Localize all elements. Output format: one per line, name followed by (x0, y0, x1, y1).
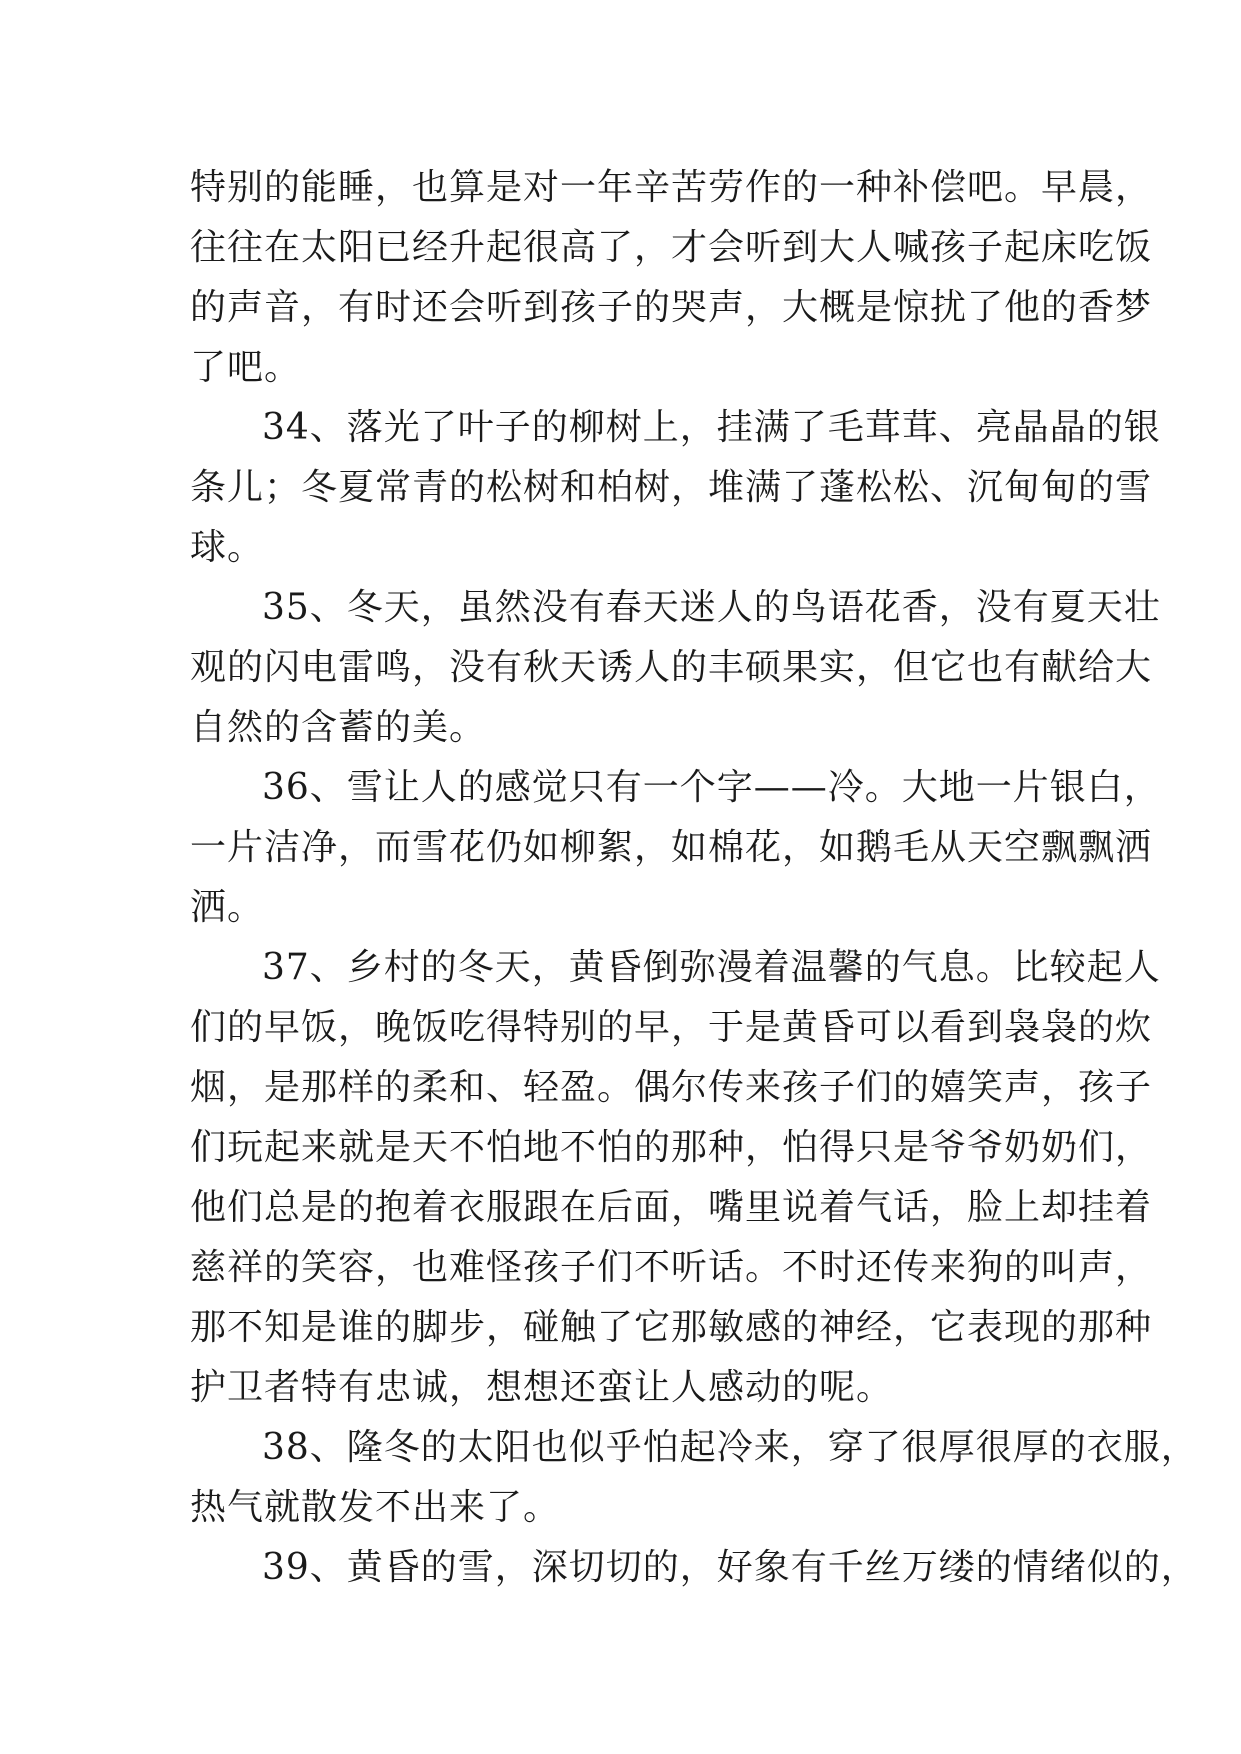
paragraph-39 (190, 1538, 1198, 1598)
text-line: 一片洁净，而雪花仍如柳絮，如棉花，如鹅毛从天空飘飘洒 (190, 827, 1153, 868)
text-line: 35、冬天，虽然没有春天迷人的鸟语花香，没有夏天壮 (262, 587, 1161, 628)
paragraph-34 (190, 398, 1161, 578)
text-line: 热气就散发不出来了。 (190, 1487, 561, 1528)
text-line: 球。 (190, 527, 265, 568)
text-line: 他们总是的抱着衣服跟在后面，嘴里说着气话，脸上却挂着 (190, 1187, 1153, 1228)
text-line: 38、隆冬的太阳也似乎怕起冷来，穿了很厚很厚的衣服， (262, 1427, 1198, 1468)
text-line: 了吧。 (190, 347, 302, 388)
text-line: 34、落光了叶子的柳树上，挂满了毛茸茸、亮晶晶的银 (262, 407, 1161, 448)
text-line: 39、黄昏的雪，深切切的，好象有千丝万缕的情绪似的， (262, 1547, 1198, 1588)
text-line: 慈祥的笑容，也难怪孩子们不听话。不时还传来狗的叫声， (190, 1247, 1153, 1288)
paragraph (190, 158, 1153, 398)
text-line: 们的早饭，晚饭吃得特别的早，于是黄昏可以看到袅袅的炊 (190, 1007, 1153, 1048)
text-line: 36、雪让人的感觉只有一个字——冷。大地一片银白， (262, 767, 1161, 808)
paragraph-37 (190, 938, 1161, 1418)
paragraph-38 (190, 1418, 1198, 1538)
text-line: 那不知是谁的脚步，碰触了它那敏感的神经，它表现的那种 (190, 1307, 1153, 1348)
text-line: 烟，是那样的柔和、轻盈。偶尔传来孩子们的嬉笑声，孩子 (190, 1067, 1153, 1108)
text-line: 往往在太阳已经升起很高了，才会听到大人喊孩子起床吃饭 (190, 227, 1153, 268)
text-line: 自然的含蓄的美。 (190, 707, 487, 748)
text-line: 特别的能睡，也算是对一年辛苦劳作的一种补偿吧。早晨， (190, 167, 1153, 208)
text-line: 的声音，有时还会听到孩子的哭声，大概是惊扰了他的香梦 (190, 287, 1153, 328)
text-line: 洒。 (190, 887, 265, 928)
text-line: 护卫者特有忠诚，想想还蛮让人感动的呢。 (190, 1367, 894, 1408)
text-line: 们玩起来就是天不怕地不怕的那种，怕得只是爷爷奶奶们， (190, 1127, 1153, 1168)
document-body (190, 158, 1198, 1598)
paragraph-36 (190, 758, 1161, 938)
paragraph-35 (190, 578, 1161, 758)
text-line: 条儿；冬夏常青的松树和柏树，堆满了蓬松松、沉甸甸的雪 (190, 467, 1153, 508)
text-line: 37、乡村的冬天，黄昏倒弥漫着温馨的气息。比较起人 (262, 947, 1161, 988)
text-line: 观的闪电雷鸣，没有秋天诱人的丰硕果实，但它也有献给大 (190, 647, 1153, 688)
